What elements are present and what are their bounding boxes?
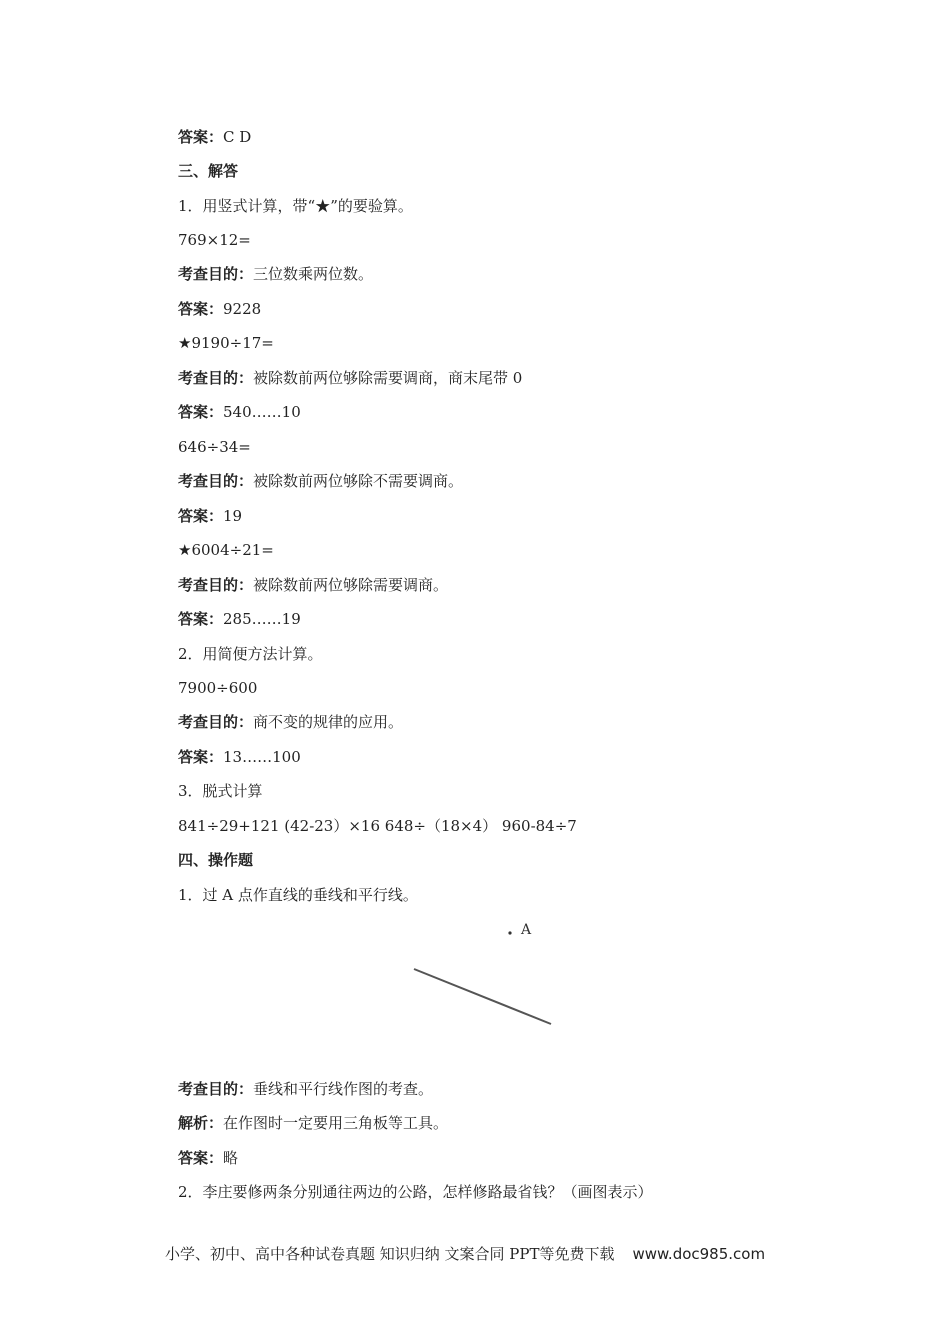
purpose-label: 考查目的： xyxy=(178,576,254,594)
purpose-value: 商不变的规律的应用。 xyxy=(253,713,404,731)
question-3: 3．脱式计算 xyxy=(178,782,263,800)
purpose-value: 被除数前两位够除需要调商。 xyxy=(253,576,449,594)
section-heading-4: 四、操作题 xyxy=(178,851,254,869)
purpose-label: 考查目的： xyxy=(178,1080,254,1098)
expression-3: 646÷34= xyxy=(178,438,251,456)
purpose-line xyxy=(178,712,403,732)
expression-6: 841÷29+121 (42-23）×16 648÷（18×4） 960-84÷7 xyxy=(178,817,577,835)
given-line xyxy=(414,969,551,1024)
purpose-value: 三位数乘两位数。 xyxy=(253,265,374,283)
answer-label: 答案： xyxy=(178,1149,224,1167)
answer-value: 285……19 xyxy=(223,610,301,628)
answer-line xyxy=(178,127,251,147)
purpose-line xyxy=(178,575,448,595)
answer-label: 答案： xyxy=(178,300,224,318)
page-footer xyxy=(165,1244,765,1264)
question-2: 2．用简便方法计算。 xyxy=(178,645,323,663)
answer-label: 答案： xyxy=(178,610,224,628)
question-4: 1．过 A 点作直线的垂线和平行线。 xyxy=(178,886,418,904)
answer-label: 答案： xyxy=(178,128,224,146)
purpose-value: 被除数前两位够除不需要调商。 xyxy=(253,472,464,490)
answer-line xyxy=(178,506,242,526)
purpose-value: 被除数前两位够除需要调商，商末尾带 0 xyxy=(253,369,523,387)
purpose-label: 考查目的： xyxy=(178,369,254,387)
point-a-dot xyxy=(508,931,511,934)
answer-value: 略 xyxy=(223,1149,239,1167)
footer-text: 小学、初中、高中各种试卷真题 知识归纳 文案合同 PPT等免费下载 xyxy=(165,1245,615,1263)
purpose-line xyxy=(178,264,373,284)
purpose-value: 垂线和平行线作图的考查。 xyxy=(253,1080,434,1098)
answer-line xyxy=(178,609,301,629)
purpose-label: 考查目的： xyxy=(178,713,254,731)
analysis-label: 解析： xyxy=(178,1114,224,1132)
purpose-line xyxy=(178,368,522,388)
expression-1: 769×12= xyxy=(178,231,251,249)
answer-line xyxy=(178,747,301,767)
answer-value: 9228 xyxy=(223,300,262,318)
line-and-point-diagram xyxy=(400,912,570,1037)
analysis-value: 在作图时一定要用三角板等工具。 xyxy=(223,1114,449,1132)
expression-5: 7900÷600 xyxy=(178,679,258,697)
answer-line xyxy=(178,402,301,422)
footer-url: www.doc985.com xyxy=(632,1245,766,1263)
purpose-line xyxy=(178,1079,433,1099)
purpose-label: 考查目的： xyxy=(178,265,254,283)
answer-value: C D xyxy=(223,128,252,146)
answer-value: 19 xyxy=(223,507,243,525)
purpose-line xyxy=(178,471,463,491)
section-heading-3: 三、解答 xyxy=(178,162,239,180)
point-a-label: A xyxy=(521,922,532,938)
answer-line xyxy=(178,299,261,319)
answer-line xyxy=(178,1148,238,1168)
expression-4: ★6004÷21= xyxy=(178,541,274,559)
answer-label: 答案： xyxy=(178,748,224,766)
question-5: 2．李庄要修两条分别通往两边的公路，怎样修路最省钱？（画图表示） xyxy=(178,1183,653,1201)
answer-label: 答案： xyxy=(178,507,224,525)
purpose-label: 考查目的： xyxy=(178,472,254,490)
question-1: 1．用竖式计算，带“★”的要验算。 xyxy=(178,197,413,215)
answer-value: 13……100 xyxy=(223,748,301,766)
answer-value: 540……10 xyxy=(223,403,301,421)
answer-label: 答案： xyxy=(178,403,224,421)
analysis-line xyxy=(178,1113,448,1133)
expression-2: ★9190÷17= xyxy=(178,334,274,352)
